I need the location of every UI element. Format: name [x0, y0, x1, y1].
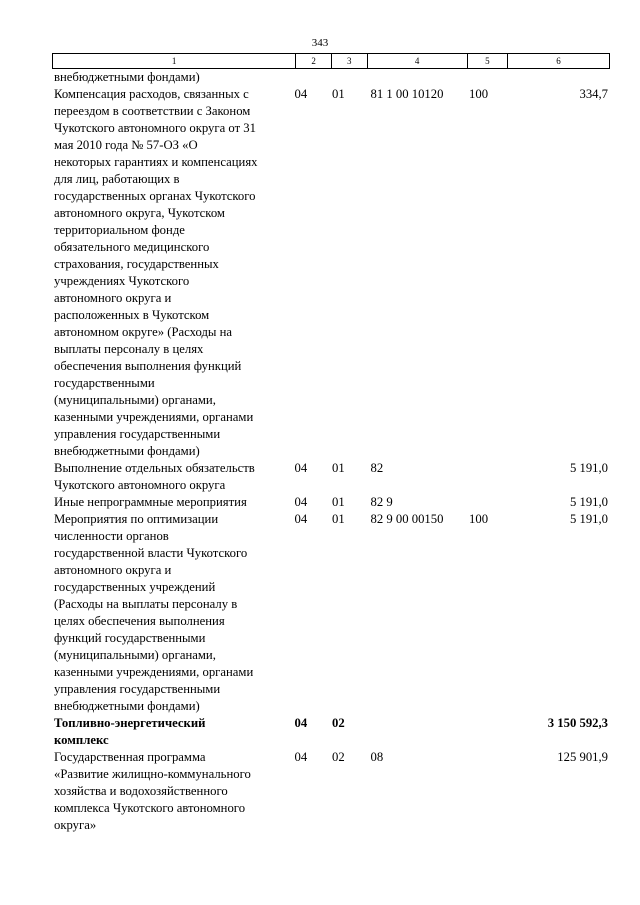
row-name: Иные непрограммные мероприятия [54, 495, 247, 509]
table-row [52, 69, 610, 86]
row-target-article: 82 [370, 461, 384, 475]
row-section: 04 [294, 716, 308, 730]
row-subsection: 01 [331, 512, 345, 526]
row-subsection: 01 [331, 87, 345, 101]
header-col-2: 2 [295, 54, 331, 68]
row-amount: 3 150 592,3 [547, 716, 609, 730]
row-amount: 334,7 [579, 87, 609, 101]
row-name: Компенсация расходов, связанных с переездом в соответствии с Законом Чукотского автономного округа от 31 мая 2010 года № 57-ОЗ «О некоторых гарантиях и компенсациях для лиц, работающих в государственных органах Чукотского автономного округа, Чукотском территориальном фонде обязательного медицинского страхования, государственных учреждениях Чукотского автономного округа и расположенных в Чукотском автономном округе» (Расходы на выплаты персоналу в целях обеспечения выполнения функций государственными (муниципальными) органами, казенными учреждениями, органами управления государственными внебюджетными фондами) [54, 87, 258, 458]
header-col-3: 3 [331, 54, 367, 68]
table-row [52, 715, 610, 749]
row-subsection: 02 [331, 716, 345, 730]
budget-table [52, 53, 610, 834]
row-amount: 5 191,0 [569, 512, 609, 526]
row-amount: 5 191,0 [569, 461, 609, 475]
table-row [52, 749, 610, 834]
row-target-article: 82 9 00 00150 [370, 512, 444, 526]
header-col-4: 4 [367, 54, 467, 68]
row-target-article: 08 [370, 750, 384, 764]
page-number: 343 [311, 37, 329, 49]
row-name: Мероприятия по оптимизации численности органов государственной власти Чукотского автономного округа и государственных учреждений (Расходы на выплаты персоналу в целях обеспечения выполнения функций государственными (муниципальными) органами, казенными учреждениями, органами управления государственными внебюджетными фондами) [54, 512, 254, 713]
row-section: 04 [294, 750, 308, 764]
row-subsection: 01 [331, 461, 345, 475]
row-section: 04 [294, 461, 308, 475]
row-name: Государственная программа «Развитие жилищно-коммунального хозяйства и водохозяйственного комплекса Чукотского автономного округа» [54, 750, 251, 832]
row-section: 04 [294, 87, 308, 101]
table-row [52, 86, 610, 460]
row-expense-type: 100 [469, 87, 489, 101]
table-body [52, 69, 610, 834]
table-row [52, 511, 610, 715]
row-amount: 5 191,0 [569, 495, 609, 509]
row-section: 04 [294, 495, 308, 509]
row-name: Выполнение отдельных обязательств Чукотского автономного округа [54, 461, 255, 492]
row-name: Топливно-энергетический комплекс [54, 716, 206, 747]
row-name: внебюджетными фондами) [54, 70, 200, 84]
row-amount: 125 901,9 [557, 750, 609, 764]
header-col-5: 5 [467, 54, 508, 68]
header-col-6: 6 [507, 54, 609, 68]
header-col-1: 1 [171, 56, 177, 66]
row-target-article: 81 1 00 10120 [370, 87, 444, 101]
table-header [52, 53, 610, 69]
row-section: 04 [294, 512, 308, 526]
row-expense-type: 100 [469, 512, 489, 526]
row-subsection: 02 [331, 750, 345, 764]
row-subsection: 01 [331, 495, 345, 509]
row-target-article: 82 9 [370, 495, 393, 509]
table-row [52, 460, 610, 494]
table-row [52, 494, 610, 511]
